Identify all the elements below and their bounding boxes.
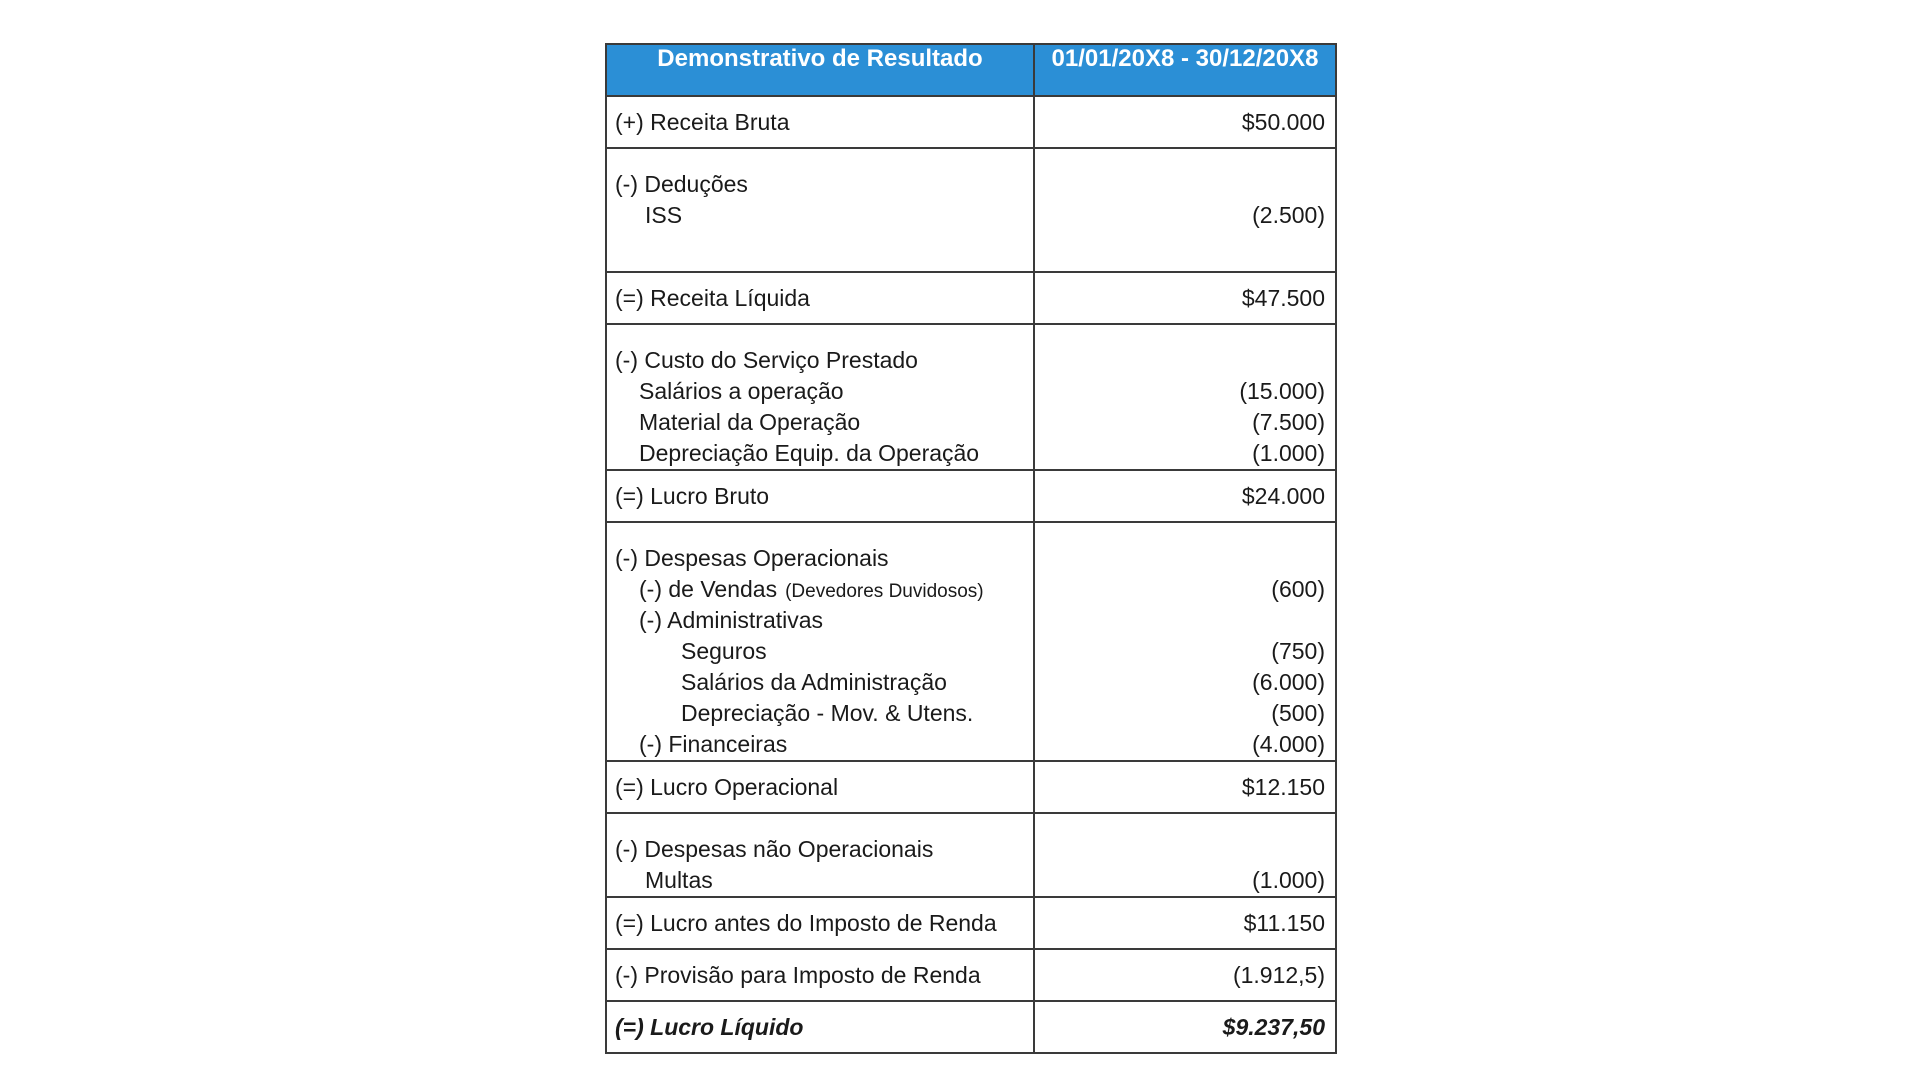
label-financeiras: (-) Financeiras (639, 731, 788, 757)
value-depreciacao-mov: (500) (1271, 700, 1325, 726)
value-lucro-bruto: $24.000 (1241, 482, 1325, 509)
row-lucro-bruto (606, 470, 1336, 522)
row-lucro-liquido (606, 1001, 1336, 1053)
label-lucro-bruto: (=) Lucro Bruto (615, 482, 770, 509)
value-despesas-nao-operacionais (1035, 834, 1335, 865)
label-lucro-antes-ir: (=) Lucro antes do Imposto de Renda (615, 909, 997, 936)
value-lucro-antes-ir: $11.150 (1243, 909, 1325, 936)
label-depreciacao-mov: Depreciação - Mov. & Utens. (681, 700, 974, 726)
row-despesas-nao-operacionais (606, 813, 1336, 897)
label-seguros: Seguros (681, 638, 767, 664)
label-despesas-nao-operacionais: (-) Despesas não Operacionais (615, 836, 934, 862)
label-salarios-administracao: Salários da Administração (681, 669, 947, 695)
label-lucro-operacional: (=) Lucro Operacional (615, 773, 839, 800)
value-seguros: (750) (1271, 638, 1325, 664)
value-receita-liquida: $47.500 (1241, 284, 1325, 311)
row-receita-liquida (606, 272, 1336, 324)
row-lucro-operacional (606, 761, 1336, 813)
value-provisao-ir: (1.912,5) (1232, 961, 1325, 988)
value-custo-servico (1035, 345, 1335, 376)
value-financeiras: (4.000) (1252, 731, 1325, 757)
label-custo-servico: (-) Custo do Serviço Prestado (615, 347, 918, 373)
value-deducoes (1035, 169, 1335, 200)
value-despesas-operacionais (1035, 543, 1335, 574)
row-despesas-operacionais (606, 522, 1336, 761)
value-administrativas (1035, 605, 1335, 636)
label-deducoes: (-) Deduções (615, 171, 748, 197)
label-material-operacao: Material da Operação (639, 409, 861, 435)
value-multas: (1.000) (1252, 867, 1325, 893)
label-iss: ISS (645, 202, 683, 228)
label-vendas (607, 574, 1033, 605)
label-despesas-operacionais: (-) Despesas Operacionais (615, 545, 889, 571)
value-iss: (2.500) (1252, 202, 1325, 228)
label-salarios-operacao: Salários a operação (639, 378, 844, 404)
value-lucro-operacional: $12.150 (1241, 773, 1325, 800)
value-vendas: (600) (1271, 576, 1325, 602)
income-statement-table (605, 43, 1337, 1054)
value-lucro-liquido: $9.237,50 (1222, 1013, 1325, 1040)
label-depreciacao-equip: Depreciação Equip. da Operação (639, 440, 980, 466)
label-receita-liquida: (=) Receita Líquida (615, 284, 810, 311)
value-salarios-administracao: (6.000) (1252, 669, 1325, 695)
label-administrativas: (-) Administrativas (639, 607, 824, 633)
header-title: Demonstrativo de Resultado (606, 44, 1034, 96)
header-period: 01/01/20X8 - 30/12/20X8 (1034, 44, 1336, 96)
row-receita-bruta (606, 96, 1336, 148)
row-provisao-ir (606, 949, 1336, 1001)
value-depreciacao-equip: (1.000) (1252, 440, 1325, 466)
value-salarios-operacao: (15.000) (1239, 378, 1325, 404)
label-vendas-text: (-) de Vendas (639, 576, 778, 602)
row-lucro-antes-ir (606, 897, 1336, 949)
value-material-operacao: (7.500) (1252, 409, 1325, 435)
value-receita-bruta: $50.000 (1241, 108, 1325, 135)
label-provisao-ir: (-) Provisão para Imposto de Renda (615, 961, 981, 988)
row-deducoes (606, 148, 1336, 272)
label-lucro-liquido: (=) Lucro Líquido (615, 1013, 804, 1040)
label-multas: Multas (645, 867, 713, 893)
header-row (606, 44, 1336, 96)
label-vendas-note: (Devedores Duvidosos) (785, 581, 984, 602)
label-receita-bruta: (+) Receita Bruta (615, 108, 790, 135)
row-custo-servico (606, 324, 1336, 470)
